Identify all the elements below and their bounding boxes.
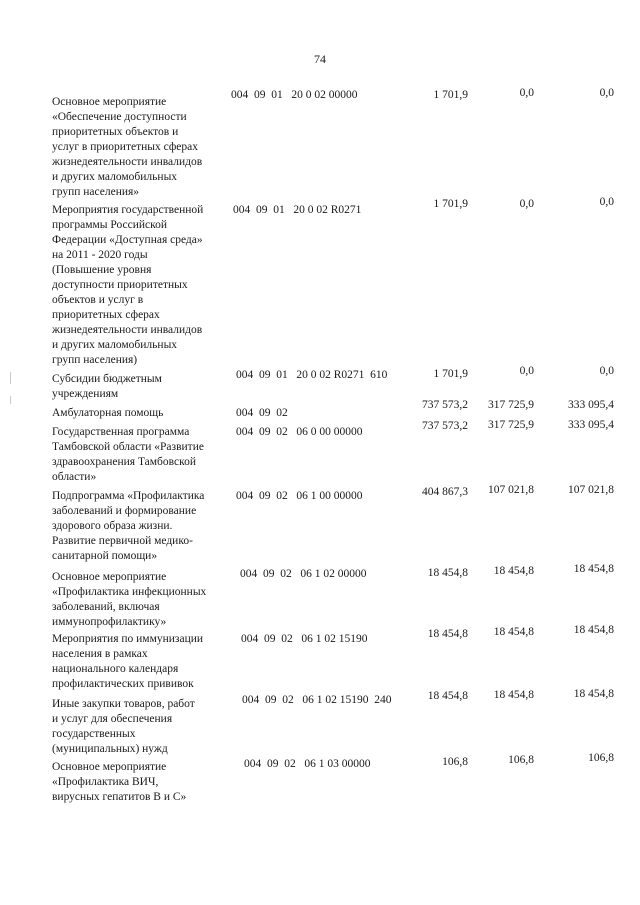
row-code: 004 09 02 06 1 00 00000 <box>236 490 363 502</box>
row-code: 004 09 02 06 0 00 00000 <box>236 426 363 438</box>
row-value-1: 737 573,2 <box>422 399 468 411</box>
row-value-1: 737 573,2 <box>422 420 468 432</box>
row-value-2: 18 454,8 <box>493 565 534 577</box>
row-value-3: 107 021,8 <box>568 484 614 496</box>
row-value-3: 106,8 <box>588 752 614 764</box>
row-value-1: 1 701,9 <box>433 368 468 380</box>
row-value-3: 18 454,8 <box>573 563 614 575</box>
row-value-1: 18 454,8 <box>427 628 468 640</box>
row-value-3: 0,0 <box>599 87 614 99</box>
row-name: Амбулаторная помощь <box>52 407 164 419</box>
row-code: 004 09 01 20 0 02 00000 <box>231 89 358 101</box>
row-value-2: 0,0 <box>519 365 534 377</box>
row-value-2: 18 454,8 <box>493 689 534 701</box>
row-value-2: 0,0 <box>519 198 534 210</box>
row-value-2: 317 725,9 <box>488 419 534 431</box>
row-value-2: 107 021,8 <box>488 484 534 496</box>
row-name: Основное мероприятие «Обеспечение доступности приоритетных объектов и услуг в приоритетных сферах жизнедеятельности инвалидов и других маломобильных групп населения» <box>52 96 203 198</box>
row-name: Подпрограмма «Профилактика заболеваний и формирование здорового образа жизни. Развитие первичной медико- санитарной помощи» <box>52 490 205 562</box>
row-name: Субсидии бюджетным учреждениям <box>52 373 162 400</box>
scan-mark <box>10 396 11 404</box>
row-code: 004 09 01 20 0 02 R0271 610 <box>236 369 388 381</box>
row-name: Государственная программа Тамбовской области «Развитие здравоохранения Тамбовской области» <box>52 426 204 483</box>
row-code: 004 09 02 06 1 02 15190 240 <box>242 694 392 706</box>
row-value-2: 18 454,8 <box>493 626 534 638</box>
row-value-1: 1 701,9 <box>433 198 468 210</box>
row-value-1: 404 867,3 <box>422 486 468 498</box>
row-code: 004 09 02 06 1 03 00000 <box>244 758 371 770</box>
row-name: Мероприятия государственной программы Российской Федерации «Доступная среда» на 2011 - 2020 годы (Повышение уровня доступности приоритетных объектов и услуг в приоритетных сферах жизнедеятельности инвалидов и других маломобильных групп населения) <box>52 204 204 366</box>
row-code: 004 09 02 06 1 02 15190 <box>241 633 368 645</box>
page-number: 74 <box>314 52 326 66</box>
row-value-3: 18 454,8 <box>573 688 614 700</box>
row-name: Иные закупки товаров, работ и услуг для обеспечения государственных (муниципальных) нужд <box>52 698 195 755</box>
row-value-3: 0,0 <box>599 196 614 208</box>
row-value-1: 106,8 <box>442 756 468 768</box>
row-value-3: 333 095,4 <box>568 399 614 411</box>
row-name: Основное мероприятие «Профилактика ВИЧ, вирусных гепатитов В и С» <box>52 761 187 803</box>
row-name: Мероприятия по иммунизации населения в рамках национального календаря профилактических прививок <box>52 633 204 690</box>
row-name: Основное мероприятие «Профилактика инфекционных заболеваний, включая иммунопрофилактику» <box>52 571 207 628</box>
row-value-2: 0,0 <box>519 87 534 99</box>
row-code: 004 09 02 <box>236 407 288 419</box>
row-code: 004 09 01 20 0 02 R0271 <box>233 204 362 216</box>
row-value-3: 18 454,8 <box>573 624 614 636</box>
row-code: 004 09 02 06 1 02 00000 <box>240 568 367 580</box>
row-value-3: 0,0 <box>599 365 614 377</box>
row-value-2: 106,8 <box>508 754 534 766</box>
row-value-2: 317 725,9 <box>488 399 534 411</box>
row-value-3: 333 095,4 <box>568 419 614 431</box>
row-value-1: 18 454,8 <box>427 690 468 702</box>
row-value-1: 18 454,8 <box>427 567 468 579</box>
scan-mark <box>10 372 11 384</box>
row-value-1: 1 701,9 <box>433 89 468 101</box>
